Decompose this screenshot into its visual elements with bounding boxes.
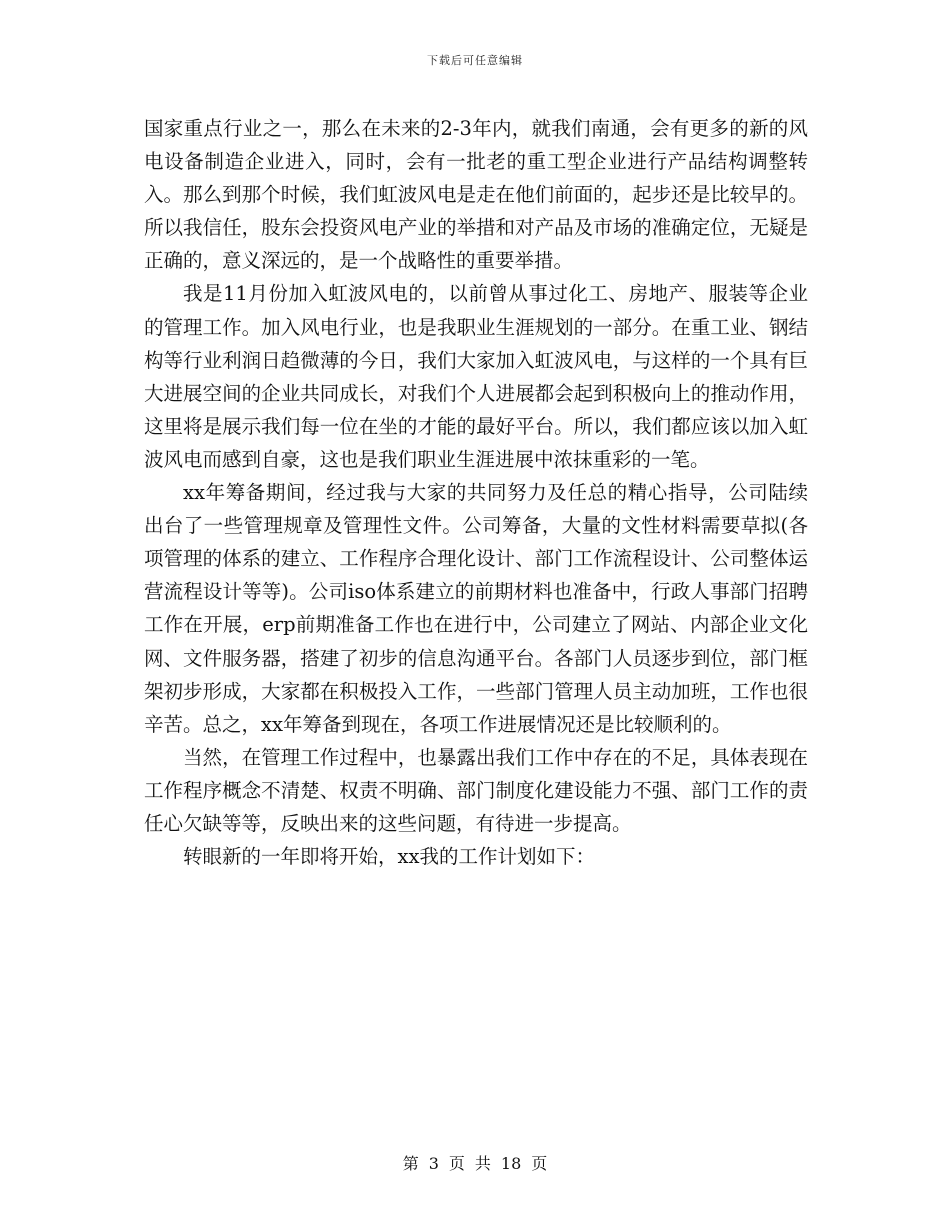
total-label: 共 [474,1154,491,1173]
paragraph: 转眼新的一年即将开始，xx我的工作计划如下： [183,845,595,869]
paragraph-continuation: 国家重点行业之一，那么在未来的2-3年内，就我们南通，会有更多的新的风电设备制造企业进入，同时，会有一批老的重工型企业进行产品结构调整转入。那么到那个时候，我们虹波风电是走在他们前面的，起步还是比较早的。所以我信任，股东会投资风电产业的举措和对产品及市场的准确定位，无疑是正确的，意义深远的，是一个战略性的重要举措。 [144,117,808,273]
page-label-suffix: 页 [531,1154,548,1173]
paragraph: xx年筹备期间，经过我与大家的共同努力及任总的精心指导，公司陆续出台了一些管理规章及管理性文件。公司筹备，大量的文性材料需要草拟(各项管理的体系的建立、工作程序合理化设计、部门工作流程设计、公司整体运营流程设计等等)。公司iso体系建立的前期材料也准备中，行政人事部门招聘工作在开展，erp前期准备工作也在进行中，公司建立了网站、内部企业文化网、文件服务器，搭建了初步的信息沟通平台。各部门人员逐步到位，部门框架初步形成，大家都在积极投入工作，一些部门管理人员主动加班，工作也很辛苦。总之，xx年筹备到现在，各项工作进展情况还是比较顺利的。 [144,481,808,736]
page-footer [0,1153,950,1175]
document-body [144,112,808,873]
header-text: 下载后可任意编辑 [427,54,523,67]
paragraph: 当然，在管理工作过程中，也暴露出我们工作中存在的不足，具体表现在工作程序概念不清楚、权责不明确、部门制度化建设能力不强、部门工作的责任心欠缺等等，反映出来的这些问题，有待进一步提高。 [144,745,808,835]
page-label-mid: 页 [448,1154,465,1173]
total-pages-number: 18 [500,1154,522,1173]
current-page-number: 3 [428,1154,439,1173]
page-header [0,53,950,69]
page-label-prefix: 第 [402,1154,419,1173]
paragraph: 我是11月份加入虹波风电的，以前曾从事过化工、房地产、服装等企业的管理工作。加入风电行业，也是我职业生涯规划的一部分。在重工业、钢结构等行业利润日趋微薄的今日，我们大家加入虹波风电，与这样的一个具有巨大进展空间的企业共同成长，对我们个人进展都会起到积极向上的推动作用，这里将是展示我们每一位在坐的才能的最好平台。所以，我们都应该以加入虹波风电而感到自豪，这也是我们职业生涯进展中浓抹重彩的一笔。 [144,282,808,471]
